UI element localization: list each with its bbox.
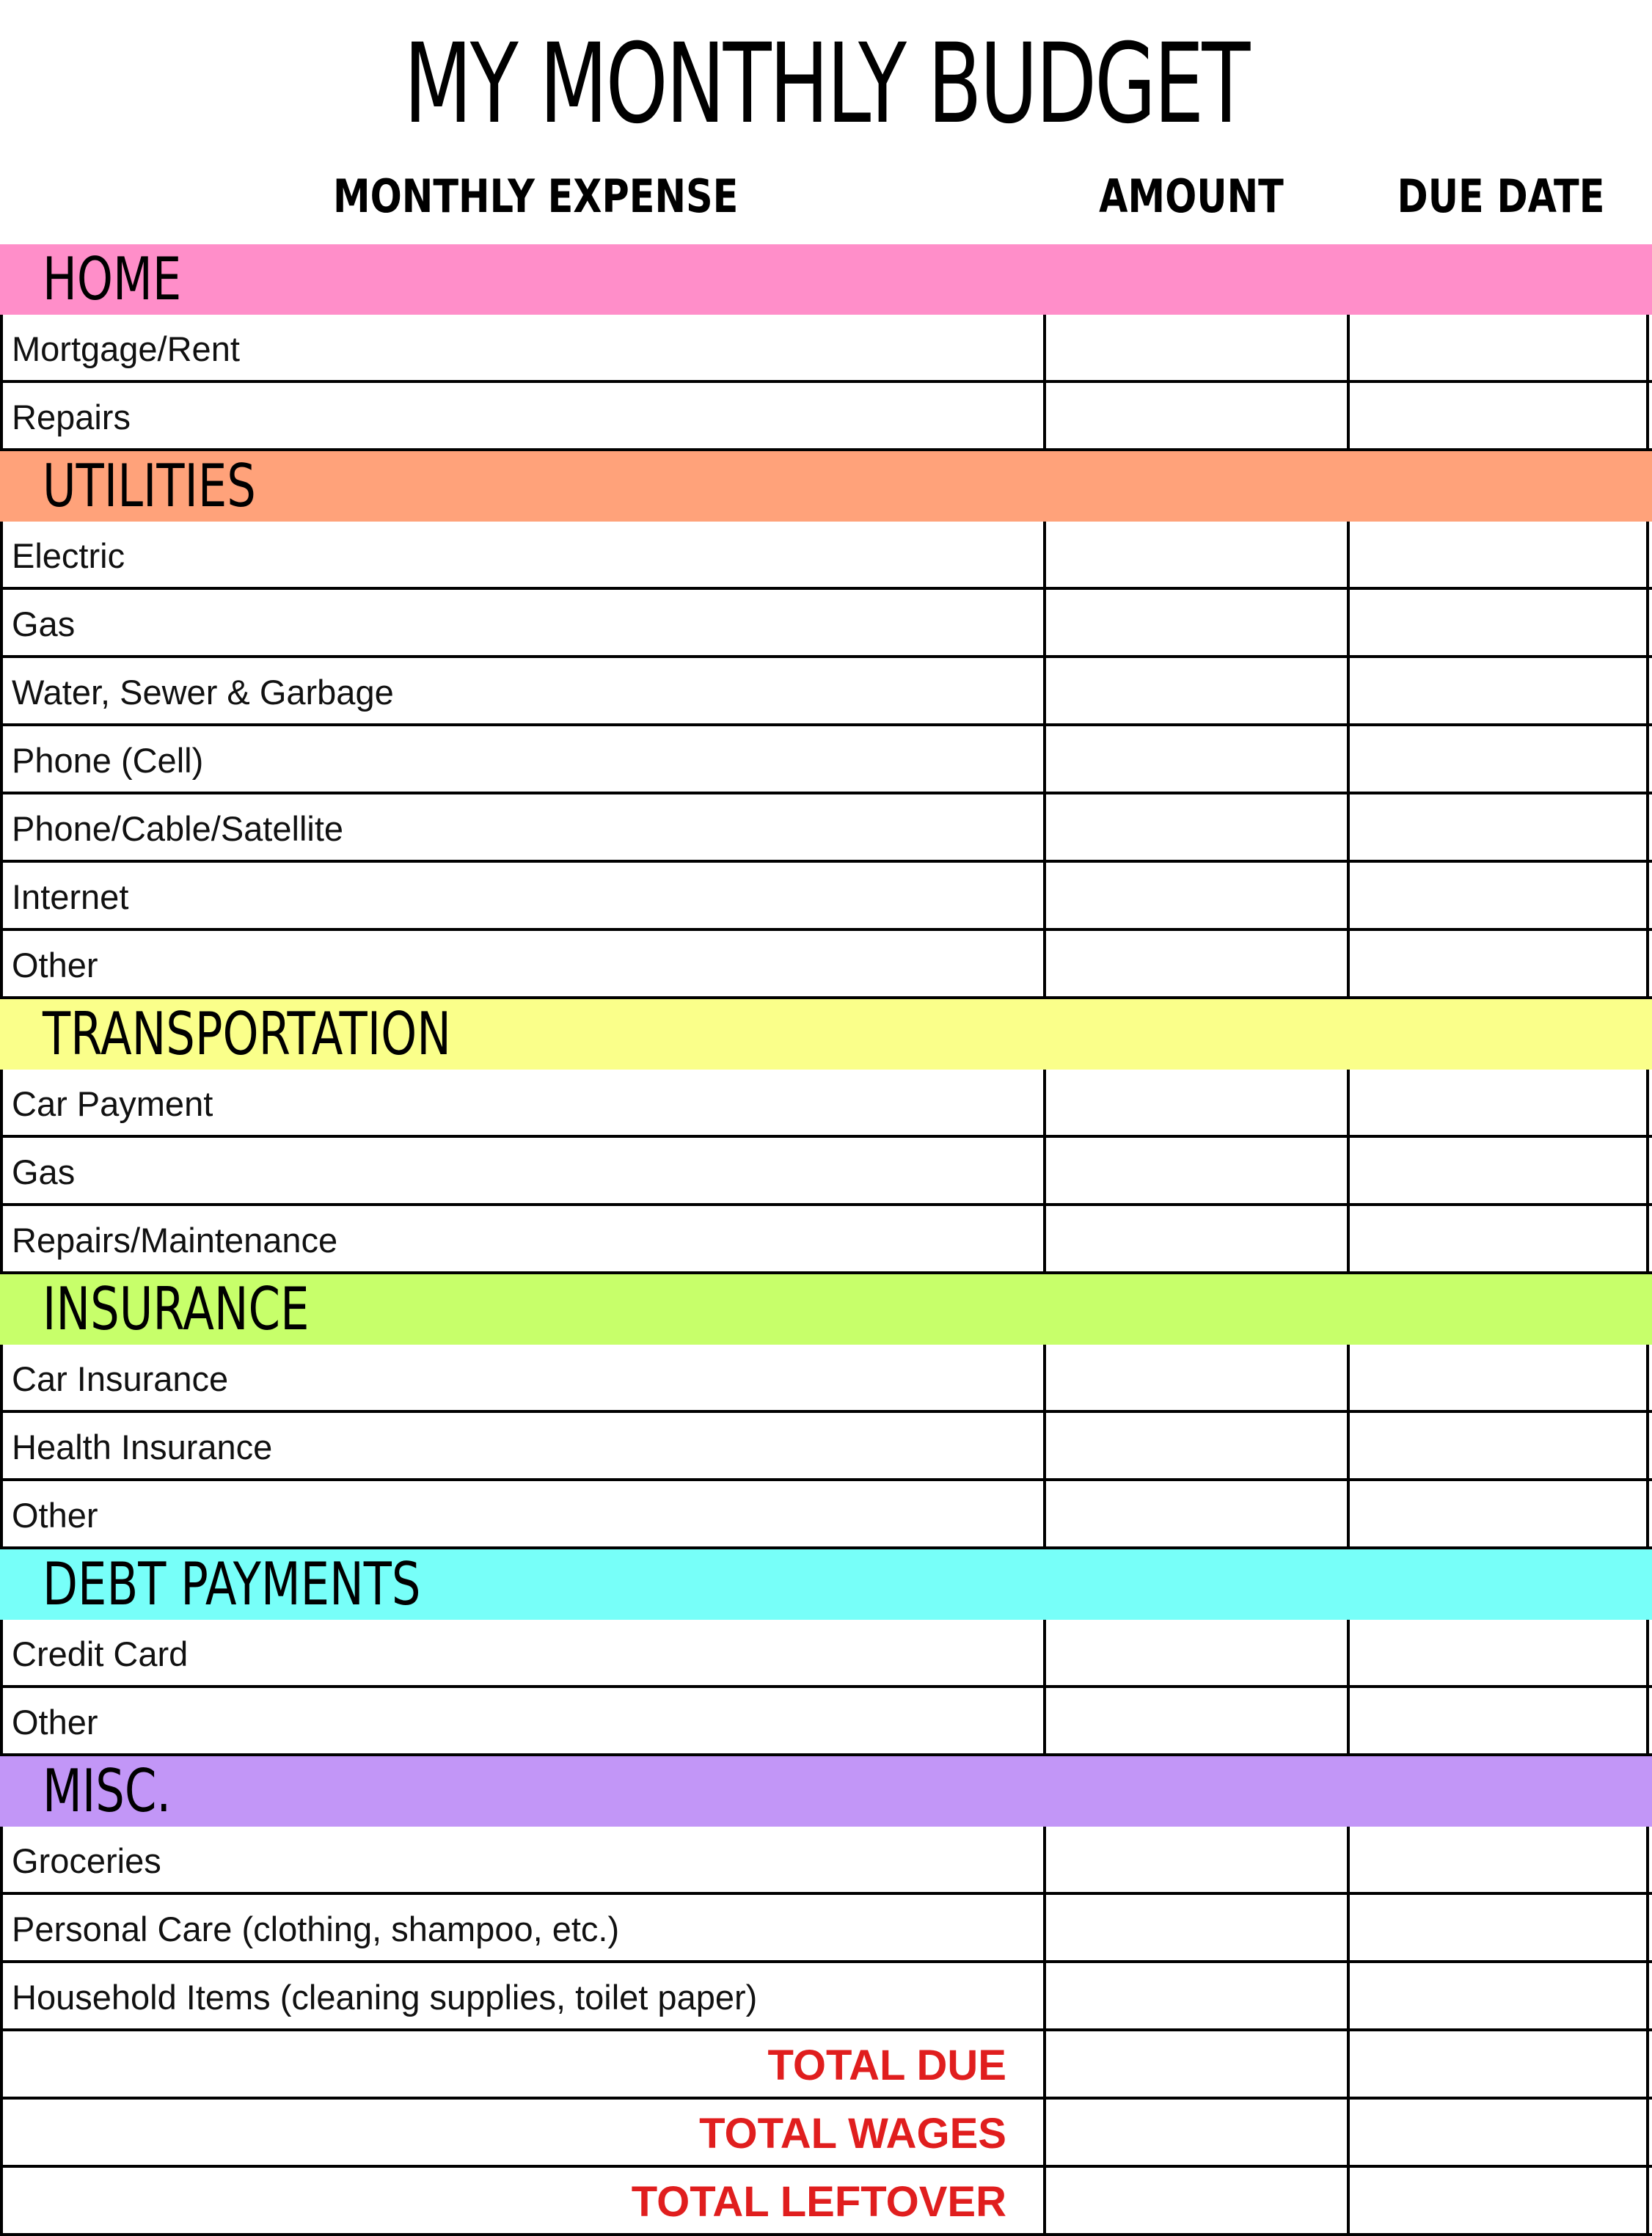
due-date-cell[interactable]	[1347, 726, 1649, 794]
table-row	[0, 1070, 1652, 1138]
section-band-home	[0, 244, 1652, 315]
row-left-border	[0, 1413, 3, 1481]
expense-label: Phone (Cell)	[12, 741, 204, 780]
section-band-debt-payments	[0, 1549, 1652, 1620]
due-date-cell[interactable]	[1347, 1345, 1649, 1413]
expense-label: Mortgage/Rent	[12, 329, 240, 368]
due-date-cell[interactable]	[1347, 1481, 1649, 1549]
table-row	[0, 1620, 1652, 1688]
section-heading: UTILITIES	[43, 452, 256, 520]
page-title: MY MONTHLY BUDGET	[403, 21, 1249, 148]
row-left-border	[0, 1895, 3, 1963]
table-row	[0, 794, 1652, 863]
amount-cell[interactable]	[1043, 1070, 1347, 1138]
expense-label: Other	[12, 1703, 98, 1742]
expense-label: Electric	[12, 536, 125, 575]
expense-label: Household Items (cleaning supplies, toilet paper)	[12, 1978, 758, 2017]
due-date-cell[interactable]	[1347, 590, 1649, 658]
amount-cell[interactable]	[1043, 1895, 1347, 1963]
amount-cell[interactable]	[1043, 931, 1347, 999]
due-date-cell[interactable]	[1347, 1206, 1649, 1274]
row-left-border	[0, 658, 3, 726]
total-row-total-wages	[0, 2100, 1652, 2168]
table-row	[0, 1827, 1652, 1895]
section-band-misc	[0, 1756, 1652, 1827]
due-date-cell[interactable]	[1347, 1688, 1649, 1756]
amount-cell[interactable]	[1043, 2168, 1347, 2236]
section-band-transportation	[0, 999, 1652, 1070]
due-date-cell[interactable]	[1347, 522, 1649, 590]
expense-label: Credit Card	[12, 1634, 189, 1673]
row-left-border	[0, 522, 3, 590]
expense-label: Car Insurance	[12, 1359, 229, 1398]
amount-cell[interactable]	[1043, 1963, 1347, 2031]
table-row	[0, 1895, 1652, 1963]
row-left-border	[0, 2168, 3, 2236]
table-row	[0, 1206, 1652, 1274]
due-date-cell[interactable]	[1347, 1963, 1649, 2031]
row-left-border	[0, 2031, 3, 2100]
row-left-border	[0, 1827, 3, 1895]
table-row	[0, 1413, 1652, 1481]
row-divider	[0, 2233, 1652, 2236]
table-row	[0, 726, 1652, 794]
expense-label: Gas	[12, 604, 76, 643]
amount-cell[interactable]	[1043, 1481, 1347, 1549]
row-left-border	[0, 1206, 3, 1274]
table-row	[0, 1481, 1652, 1549]
row-left-border	[0, 794, 3, 863]
row-left-border	[0, 383, 3, 451]
amount-cell[interactable]	[1043, 2031, 1347, 2100]
amount-cell[interactable]	[1043, 1206, 1347, 1274]
row-left-border	[0, 1138, 3, 1206]
row-left-border	[0, 863, 3, 931]
table-row	[0, 1138, 1652, 1206]
due-date-cell[interactable]	[1347, 1413, 1649, 1481]
row-left-border	[0, 1481, 3, 1549]
due-date-cell[interactable]	[1347, 1070, 1649, 1138]
column-header-due-date: DUE DATE	[1397, 169, 1605, 223]
expense-label: Repairs	[12, 398, 131, 436]
row-left-border	[0, 315, 3, 383]
row-left-border	[0, 1963, 3, 2031]
amount-cell[interactable]	[1043, 383, 1347, 451]
table-row	[0, 1963, 1652, 2031]
due-date-cell[interactable]	[1347, 383, 1649, 451]
row-left-border	[0, 931, 3, 999]
due-date-cell[interactable]	[1347, 1620, 1649, 1688]
table-row	[0, 1688, 1652, 1756]
expense-label: Water, Sewer & Garbage	[12, 673, 394, 712]
total-label: TOTAL LEFTOVER	[631, 2178, 1006, 2226]
column-header-amount: AMOUNT	[1099, 169, 1284, 223]
table-row	[0, 315, 1652, 383]
amount-cell[interactable]	[1043, 1620, 1347, 1688]
column-header-expense: MONTHLY EXPENSE	[333, 169, 739, 223]
row-left-border	[0, 1070, 3, 1138]
due-date-cell[interactable]	[1347, 1895, 1649, 1963]
row-left-border	[0, 726, 3, 794]
expense-label: Personal Care (clothing, shampoo, etc.)	[12, 1910, 620, 1948]
amount-cell[interactable]	[1043, 1827, 1347, 1895]
amount-cell[interactable]	[1043, 863, 1347, 931]
expense-label: Other	[12, 946, 98, 984]
amount-cell[interactable]	[1043, 590, 1347, 658]
amount-cell[interactable]	[1043, 1413, 1347, 1481]
table-row	[0, 1345, 1652, 1413]
table-row	[0, 383, 1652, 451]
section-heading: HOME	[43, 245, 182, 313]
total-row-total-due	[0, 2031, 1652, 2100]
row-left-border	[0, 2100, 3, 2168]
amount-cell[interactable]	[1043, 794, 1347, 863]
due-date-cell[interactable]	[1347, 2031, 1649, 2100]
table-row	[0, 863, 1652, 931]
due-date-cell[interactable]	[1347, 863, 1649, 931]
amount-cell[interactable]	[1043, 726, 1347, 794]
table-row	[0, 590, 1652, 658]
expense-label: Other	[12, 1496, 98, 1535]
amount-cell[interactable]	[1043, 658, 1347, 726]
expense-label: Gas	[12, 1152, 76, 1191]
table-row	[0, 931, 1652, 999]
row-left-border	[0, 1620, 3, 1688]
section-band-utilities	[0, 451, 1652, 522]
due-date-cell[interactable]	[1347, 1138, 1649, 1206]
expense-label: Repairs/Maintenance	[12, 1221, 338, 1260]
expense-label: Car Payment	[12, 1084, 213, 1123]
total-label: TOTAL WAGES	[699, 2110, 1006, 2158]
section-heading: TRANSPORTATION	[43, 1000, 451, 1068]
amount-cell[interactable]	[1043, 1138, 1347, 1206]
total-label: TOTAL DUE	[767, 2042, 1006, 2089]
due-date-cell[interactable]	[1347, 2100, 1649, 2168]
due-date-cell[interactable]	[1347, 1827, 1649, 1895]
section-heading: MISC.	[43, 1757, 172, 1825]
total-row-total-leftover	[0, 2168, 1652, 2236]
amount-cell[interactable]	[1043, 1688, 1347, 1756]
expense-label: Phone/Cable/Satellite	[12, 809, 344, 848]
due-date-cell[interactable]	[1347, 658, 1649, 726]
table-row	[0, 658, 1652, 726]
amount-cell[interactable]	[1043, 315, 1347, 383]
section-band-insurance	[0, 1274, 1652, 1345]
due-date-cell[interactable]	[1347, 315, 1649, 383]
row-left-border	[0, 1345, 3, 1413]
amount-cell[interactable]	[1043, 2100, 1347, 2168]
due-date-cell[interactable]	[1347, 794, 1649, 863]
expense-label: Health Insurance	[12, 1428, 273, 1466]
expense-label: Internet	[12, 877, 129, 916]
amount-cell[interactable]	[1043, 1345, 1347, 1413]
row-left-border	[0, 1688, 3, 1756]
table-row	[0, 522, 1652, 590]
due-date-cell[interactable]	[1347, 2168, 1649, 2236]
due-date-cell[interactable]	[1347, 931, 1649, 999]
section-heading: DEBT PAYMENTS	[43, 1550, 421, 1618]
section-heading: INSURANCE	[43, 1275, 310, 1343]
amount-cell[interactable]	[1043, 522, 1347, 590]
row-left-border	[0, 590, 3, 658]
expense-label: Groceries	[12, 1841, 161, 1880]
